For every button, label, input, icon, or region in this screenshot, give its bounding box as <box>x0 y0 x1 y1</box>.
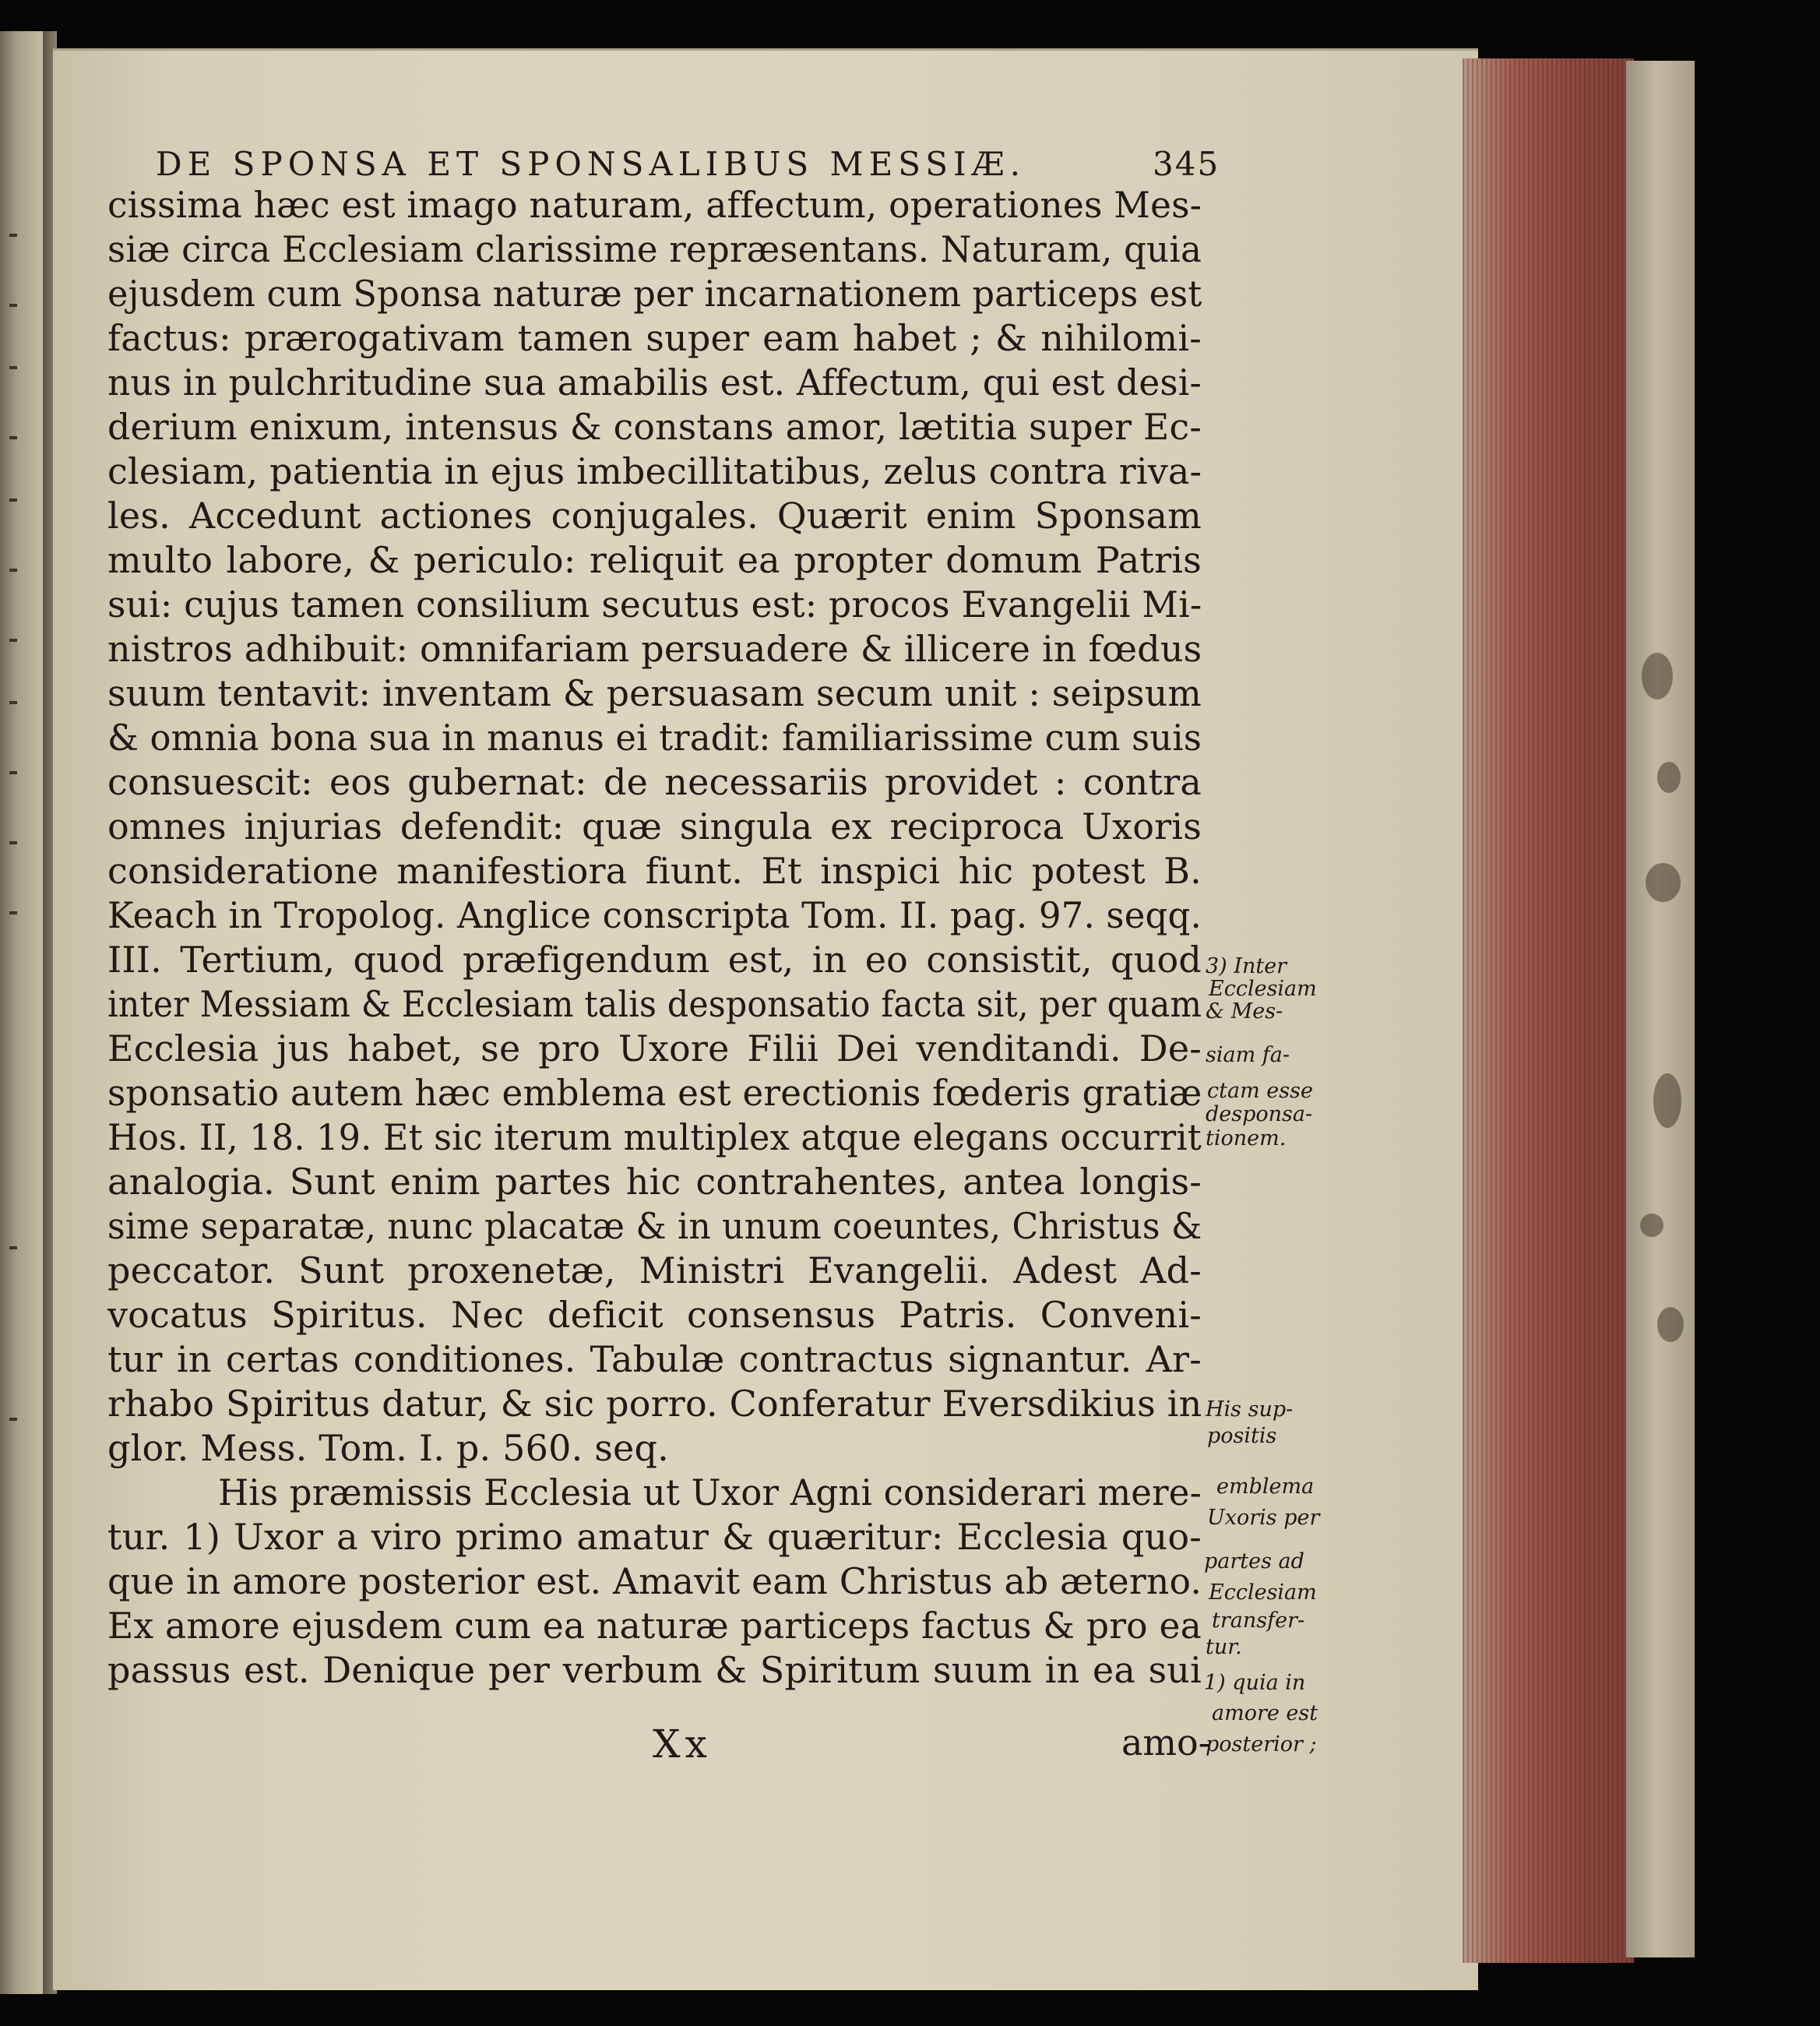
margin-note-line: positis <box>1207 1424 1277 1448</box>
text-line: Ex amore ejusdem cum ea naturæ particeps factus & pro ea <box>107 1605 1202 1647</box>
margin-note-line: Uxoris per <box>1207 1506 1320 1530</box>
margin-note-line: ctam esse <box>1207 1079 1313 1103</box>
margin-note-line: transfer- <box>1212 1608 1305 1633</box>
text-line: vocatus Spiritus. Nec deficit consensus Patris. Conveni- <box>107 1294 1202 1336</box>
text-line: les. Accedunt actiones conjugales. Quærit enim Sponsam <box>107 495 1202 537</box>
text-line: ejusdem cum Sponsa naturæ per incarnationem particeps est <box>107 273 1202 315</box>
text-line: analogia. Sunt enim partes hic contrahentes, antea longis- <box>107 1161 1202 1203</box>
text-line: derium enixum, intensus & constans amor, lætitia super Ec- <box>107 406 1202 448</box>
text-line: III. Tertium, quod præfigendum est, in eo consistit, quod <box>107 939 1202 981</box>
text-line: nistros adhibuit: omnifariam persuadere & illicere in fœdus <box>107 628 1202 670</box>
page-number: 345 <box>1153 145 1220 183</box>
text-line: suum tentavit: inventam & persuasam secum unit : seipsum <box>107 672 1202 714</box>
text-line: passus est. Denique per verbum & Spiritum suum in ea sui <box>107 1649 1202 1691</box>
margin-note-line: His sup- <box>1206 1397 1294 1422</box>
catchword: amo- <box>1121 1721 1211 1764</box>
text-line: consuescit: eos gubernat: de necessariis providet : contra <box>107 761 1202 803</box>
text-line: sime separatæ, nunc placatæ & in unum coeuntes, Christus & <box>107 1205 1202 1247</box>
text-line: tur in certas conditiones. Tabulæ contractus signantur. Ar- <box>107 1338 1202 1380</box>
text-line: rhabo Spiritus datur, & sic porro. Conferatur Eversdikius in <box>107 1383 1202 1425</box>
text-line: cissima hæc est imago naturam, affectum, operationes Mes- <box>107 184 1202 226</box>
margin-note-line: tur. <box>1206 1635 1242 1659</box>
margin-note-line: partes ad <box>1204 1549 1304 1573</box>
facing-page-edge <box>0 31 47 1994</box>
margin-note-line: tionem. <box>1206 1126 1287 1150</box>
running-title: DE SPONSA ET SPONSALIBUS MESSIÆ. <box>156 145 1026 183</box>
margin-note-line: posterior ; <box>1206 1732 1317 1756</box>
text-line: His præmissis Ecclesia ut Uxor Agni considerari mere- <box>218 1471 1202 1513</box>
text-line: peccator. Sunt proxenetæ, Ministri Evangelii. Adest Ad- <box>107 1249 1202 1291</box>
text-line: Keach in Tropolog. Anglice conscripta Tom. II. pag. 97. seqq. <box>107 894 1202 936</box>
margin-note-line: Ecclesiam <box>1209 1580 1317 1605</box>
text-line: inter Messiam & Ecclesiam talis desponsatio facta sit, per quam <box>107 983 1202 1025</box>
text-line: sui: cujus tamen consilium secutus est: procos Evangelii Mi- <box>107 583 1202 625</box>
text-line: glor. Mess. Tom. I. p. 560. seq. <box>107 1427 669 1469</box>
text-line: nus in pulchritudine sua amabilis est. Affectum, qui est desi- <box>107 361 1202 403</box>
signature-mark: Xx <box>653 1721 712 1767</box>
text-line: Ecclesia jus habet, se pro Uxore Filii Dei venditandi. De- <box>107 1027 1202 1069</box>
text-line: multo labore, & periculo: reliquit ea propter domum Patris <box>107 539 1202 581</box>
text-line: consideratione manifestiora fiunt. Et inspici hic potest B. <box>107 850 1202 892</box>
margin-note-line: 1) quia in <box>1204 1671 1306 1695</box>
page-edges <box>1463 58 1634 1963</box>
text-line: siæ circa Ecclesiam clarissime repræsentans. Naturam, quia <box>107 228 1202 270</box>
text-line: clesiam, patientia in ejus imbecillitatibus, zelus contra riva- <box>107 450 1202 492</box>
margin-note-line: Ecclesiam <box>1209 977 1317 1001</box>
book-cover-board <box>1626 61 1695 1957</box>
margin-note-line: 3) Inter <box>1206 954 1287 978</box>
text-line: que in amore posterior est. Amavit eam Christus ab æterno. <box>107 1560 1202 1602</box>
text-line: tur. 1) Uxor a viro primo amatur & quæritur: Ecclesia quo- <box>107 1516 1202 1558</box>
margin-note-line: emblema <box>1216 1475 1315 1499</box>
text-line: sponsatio autem hæc emblema est erectionis fœderis gratiæ <box>107 1072 1202 1114</box>
text-line: omnes injurias defendit: quæ singula ex reciproca Uxoris <box>107 805 1202 847</box>
margin-note-line: siam fa- <box>1206 1043 1290 1067</box>
text-line: Hos. II, 18. 19. Et sic iterum multiplex atque elegans occurrit <box>107 1116 1202 1158</box>
margin-note-line: amore est <box>1212 1701 1318 1725</box>
text-line: factus: prærogativam tamen super eam habet ; & nihilomi- <box>107 317 1202 359</box>
text-line: & omnia bona sua in manus ei tradit: familiarissime cum suis <box>107 717 1202 759</box>
margin-note-line: & Mes- <box>1206 999 1283 1024</box>
margin-note-line: desponsa- <box>1206 1102 1313 1126</box>
